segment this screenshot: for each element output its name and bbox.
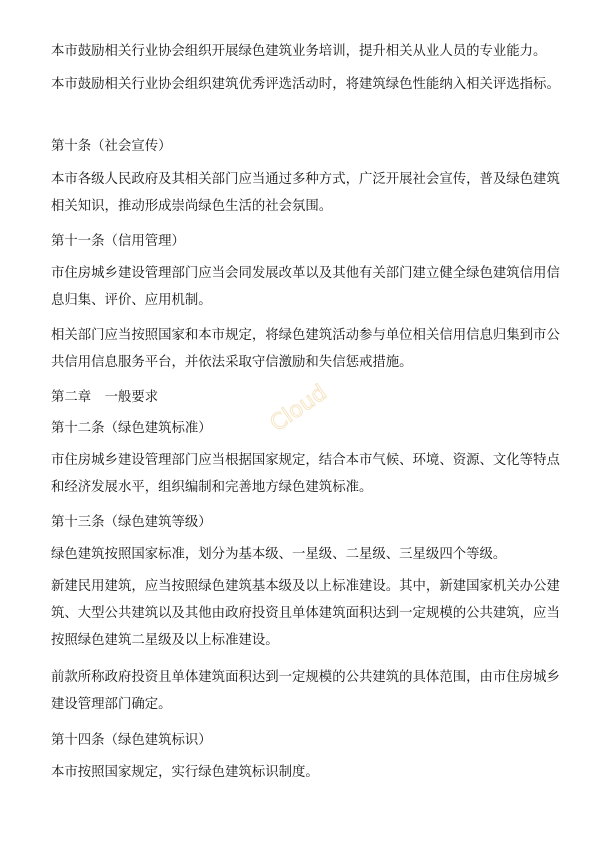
paragraph-training: 本市鼓励相关行业协会组织开展绿色建筑业务培训，提升相关从业人员的专业能力。 [51,44,547,59]
article-14-heading: 第十四条（绿色建筑标识） [51,733,212,748]
article-12-heading: 第十二条（绿色建筑标准） [51,421,212,436]
article-11-heading: 第十一条（信用管理） [51,234,185,249]
paragraph-evaluation: 本市鼓励相关行业协会组织建筑优秀评选活动时，将建筑绿色性能纳入相关评选指标。 [51,77,560,92]
paragraph-standards: 市住房城乡建设管理部门应当根据国家规定，结合本市气候、环境、资源、文化等特点和经济发展水平，组织编制和完善地方绿色建筑标准。 [51,453,560,495]
cloud-watermark [248,370,358,440]
paragraph-levels: 绿色建筑按照国家标准，划分为基本级、一星级、二星级、三星级四个等级。 [51,547,507,562]
article-10-heading: 第十条（社会宣传） [51,139,172,154]
paragraph-new-buildings: 新建民用建筑，应当按照绿色建筑基本级及以上标准建设。其中，新建国家机关办公建筑、大型公共建筑以及其他由政府投资且单体建筑面积达到一定规模的公共建筑，应当按照绿色建筑二星级及以上标准建设。 [51,579,560,648]
watermark-text: Cloud [265,380,332,437]
paragraph-publicity: 本市各级人民政府及其相关部门应当通过多种方式，广泛开展社会宣传，普及绿色建筑相关知识，推动形成崇尚绿色生活的社会氛围。 [51,172,560,214]
paragraph-credit-platform: 相关部门应当按照国家和本市规定，将绿色建筑活动参与单位相关信用信息归集到市公共信用信息服务平台，并依法采取守信激励和失信惩戒措施。 [51,328,560,370]
paragraph-scope: 前款所称政府投资且单体建筑面积达到一定规模的公共建筑的具体范围，由市住房城乡建设管理部门确定。 [51,670,560,712]
paragraph-credit-mechanism: 市住房城乡建设管理部门应当会同发展改革以及其他有关部门建立健全绿色建筑信用信息归集、评价、应用机制。 [51,266,560,308]
paragraph-labeling: 本市按照国家规定，实行绿色建筑标识制度。 [51,765,319,780]
chapter-2-heading: 第二章 一般要求 [51,390,159,405]
article-13-heading: 第十三条（绿色建筑等级） [51,515,212,530]
